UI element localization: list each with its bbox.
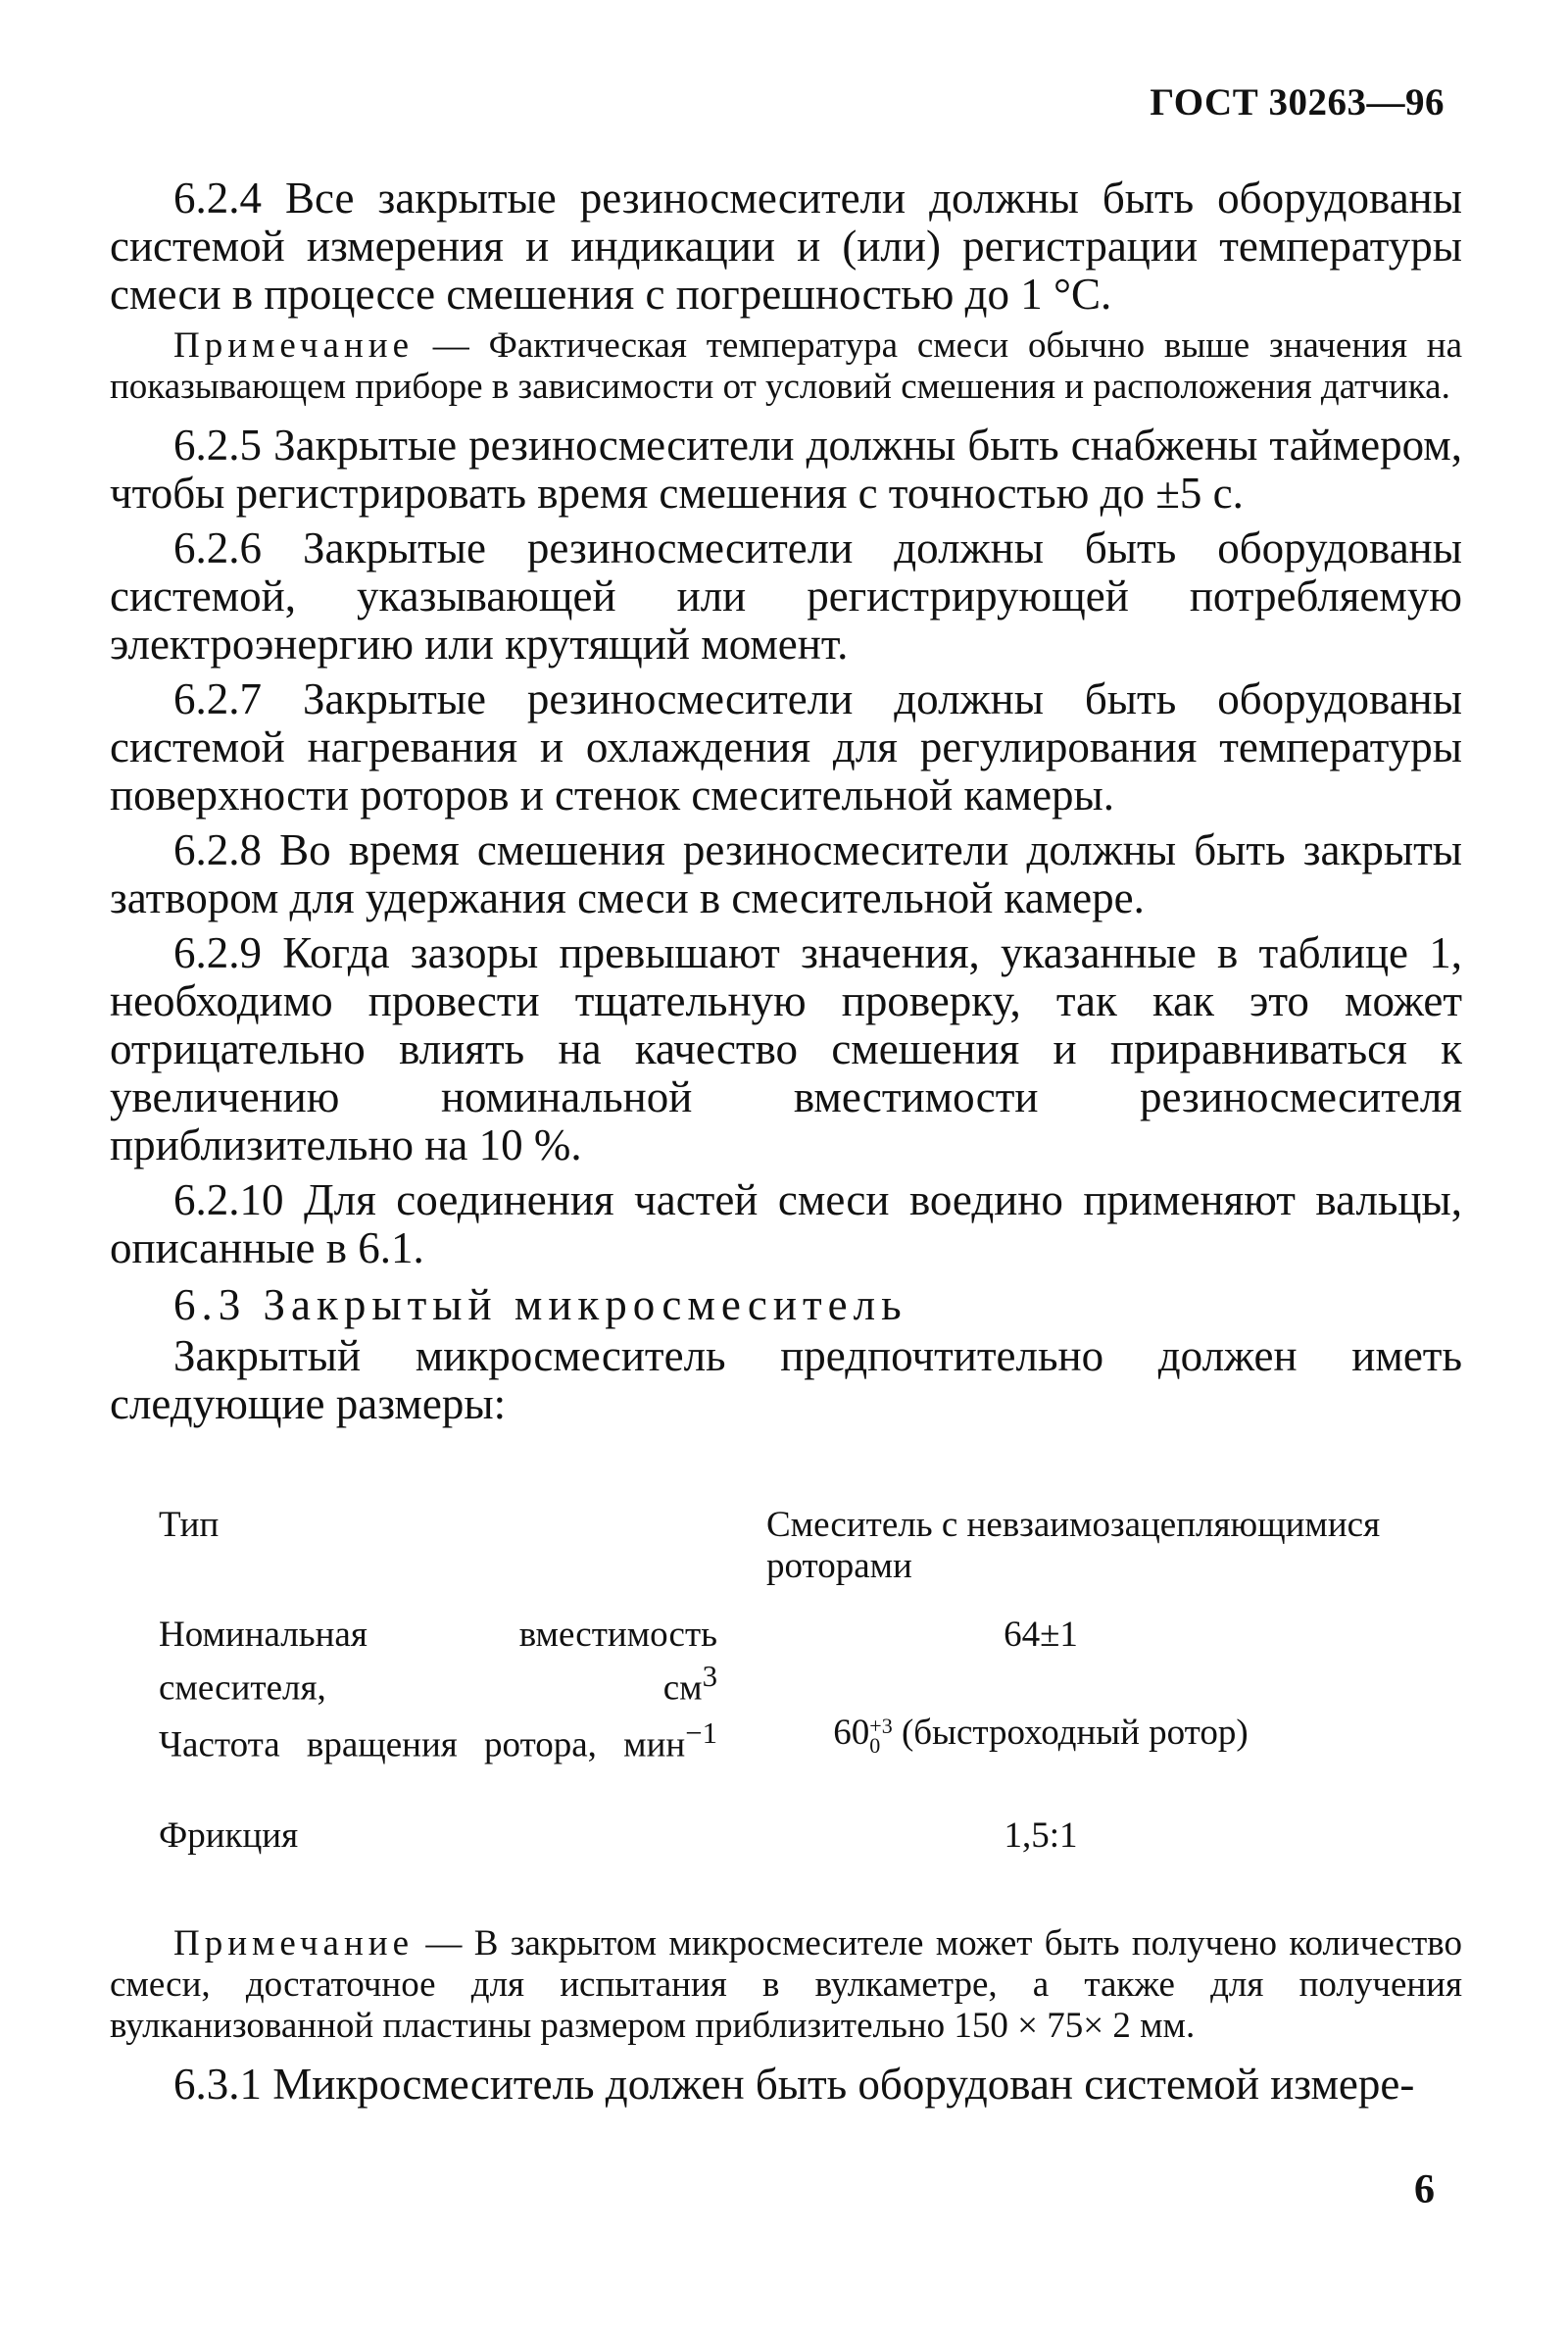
spec-rpm-label bbox=[159, 1713, 717, 1765]
spec-row-type bbox=[110, 1505, 1462, 1615]
spec-capacity-value: 64±1 bbox=[1004, 1615, 1078, 1655]
spec-row-capacity bbox=[110, 1615, 1462, 1713]
note-label: Примечание bbox=[173, 1923, 414, 1963]
rpm-tol-lower: 0 bbox=[869, 1732, 881, 1758]
spec-capacity-label bbox=[159, 1615, 717, 1709]
clause-6-2-7: 6.2.7 Закрытые резиносмесители должны быть оборудованы системой нагревания и охлаждения для регулирования температуры поверхности роторов и стенок смесительной камеры. bbox=[110, 674, 1462, 820]
rpm-tol-upper: +3 bbox=[869, 1713, 893, 1738]
clause-6-2-6: 6.2.6 Закрытые резиносмесители должны быть оборудованы системой, указывающей или регистрирующей потребляемую электроэнергию или крутящий момент. bbox=[110, 523, 1462, 669]
capacity-label-text: Номинальная вместимость смесителя, см bbox=[159, 1615, 717, 1709]
document-id: ГОСТ 30263—96 bbox=[1150, 81, 1445, 124]
spec-rpm-value bbox=[796, 1713, 1286, 1756]
spec-row-friction bbox=[110, 1815, 1462, 1874]
spec-friction-value: 1,5:1 bbox=[1004, 1815, 1078, 1856]
capacity-unit-exponent: 3 bbox=[702, 1660, 717, 1693]
note-1 bbox=[110, 325, 1462, 408]
rpm-note: (быстроходный ротор) bbox=[892, 1713, 1249, 1753]
specification-table bbox=[110, 1505, 1462, 1874]
clause-6-2-8: 6.2.8 Во время смешения резиносмесители должны быть закрыты затвором для удержания смеси в смесительной камере. bbox=[110, 825, 1462, 922]
spec-type-value: Смеситель с невзаимозацепляющимися роторами bbox=[766, 1505, 1381, 1586]
clause-6-2-5: 6.2.5 Закрытые резиносмесители должны быть снабжены таймером, чтобы регистрировать время смешения с точностью до ±5 с. bbox=[110, 421, 1462, 518]
spec-type-label: Тип bbox=[159, 1505, 220, 1545]
section-6-3-intro: Закрытый микросмеситель предпочтительно должен иметь следующие размеры: bbox=[110, 1331, 1462, 1428]
spec-friction-label: Фрикция bbox=[159, 1815, 299, 1856]
clause-6-2-10: 6.2.10 Для соединения частей смеси воедино применяют вальцы, описанные в 6.1. bbox=[110, 1175, 1462, 1272]
note-text: — Фактическая температура смеси обычно выше значения на показывающем приборе в зависимости от условий смешения и расположения датчика. bbox=[110, 325, 1462, 407]
clause-6-2-9: 6.2.9 Когда зазоры превышают значения, указанные в таблице 1, необходимо провести тщательную проверку, так как это может отрицательно влиять на качество смешения и приравниваться к увеличению номинальной вместимости резиносмесителя приблизительно на 10 %. bbox=[110, 928, 1462, 1169]
clause-6-3-1: 6.3.1 Микросмеситель должен быть оборудован системой измере- bbox=[173, 2060, 1415, 2109]
rpm-unit-exponent: −1 bbox=[685, 1716, 717, 1750]
rpm-label-text: Частота вращения ротора, мин bbox=[159, 1724, 686, 1765]
note-2 bbox=[110, 1923, 1462, 2047]
note-label: Примечание bbox=[173, 325, 414, 366]
page-body bbox=[110, 174, 1462, 2115]
spec-row-rpm bbox=[110, 1713, 1462, 1815]
rpm-base: 60 bbox=[833, 1713, 870, 1753]
clause-6-2-4: 6.2.4 Все закрытые резиносмесители должны быть оборудованы системой измерения и индикации и (или) регистрации температуры смеси в процессе смешения с погрешностью до 1 °С. bbox=[110, 174, 1462, 319]
page-number: 6 bbox=[1414, 2167, 1435, 2212]
section-6-3-title: 6.3 Закрытый микросмеситель bbox=[173, 1280, 907, 1329]
note-text: — В закрытом микросмесителе может быть получено количество смеси, достаточное для испытания в вулкаметре, а также для получения вулканизованной пластины размером приблизительно 150 × 75× 2 мм. bbox=[110, 1923, 1462, 2046]
